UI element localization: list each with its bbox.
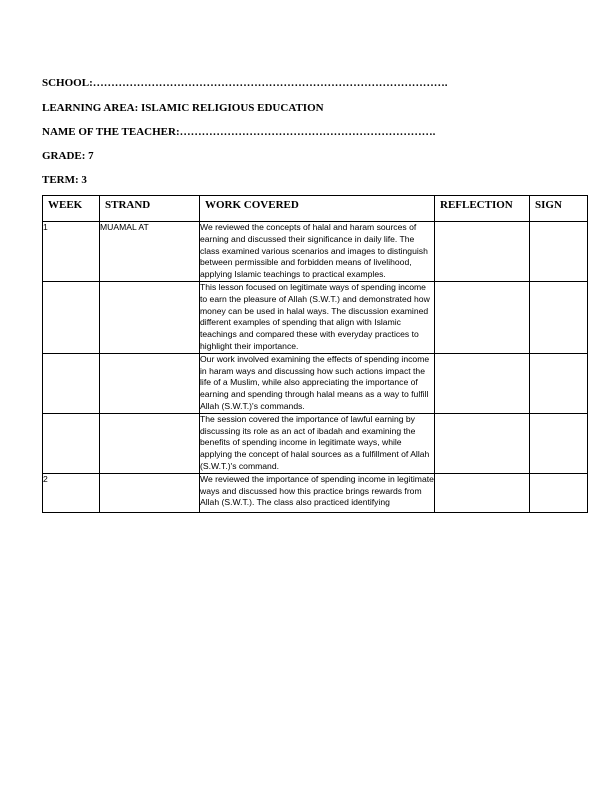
teacher-name-line: NAME OF THE TEACHER:…………………………………………………………….: [42, 126, 436, 138]
column-header-strand: STRAND: [100, 196, 200, 222]
sign-cell[interactable]: [530, 473, 588, 512]
column-header-work-covered: WORK COVERED: [200, 196, 435, 222]
sign-cell[interactable]: [530, 353, 588, 413]
week-cell: [43, 413, 100, 473]
week-cell: 2: [43, 473, 100, 512]
grade-line: GRADE: 7: [42, 150, 94, 162]
sign-cell[interactable]: [530, 222, 588, 282]
week-cell: [43, 281, 100, 353]
reflection-cell[interactable]: [435, 353, 530, 413]
work-covered-cell: We reviewed the concepts of halal and haram sources of earning and discussed their significance in daily life. The class examined various scenarios and images to distinguish between permissible and forbidden means of livelihood, applying Islamic teachings to practical examples.: [200, 222, 435, 282]
column-header-reflection: REFLECTION: [435, 196, 530, 222]
term-line: TERM: 3: [42, 174, 87, 186]
strand-cell: [100, 473, 200, 512]
school-line: SCHOOL:…………………………………………………………………………………….: [42, 77, 448, 89]
week-cell: 1: [43, 222, 100, 282]
table-row: [43, 222, 588, 282]
work-covered-cell: Our work involved examining the effects of spending income in haram ways and discussing how such actions impact the life of a Muslim, while also appreciating the importance of earning and spending through halal means as a way to fulfill Allah (S.W.T.)'s commands.: [200, 353, 435, 413]
column-header-sign: SIGN: [530, 196, 588, 222]
table-row: [43, 281, 588, 353]
week-cell: [43, 353, 100, 413]
sign-cell[interactable]: [530, 413, 588, 473]
learning-area-line: LEARNING AREA: ISLAMIC RELIGIOUS EDUCATION: [42, 102, 324, 114]
table-row: [43, 473, 588, 512]
reflection-cell[interactable]: [435, 413, 530, 473]
column-header-week: WEEK: [43, 196, 100, 222]
reflection-cell[interactable]: [435, 222, 530, 282]
work-covered-cell: We reviewed the importance of spending income in legitimate ways and discussed how this practice brings rewards from Allah (S.W.T.). The class also practiced identifying: [200, 473, 435, 512]
reflection-cell[interactable]: [435, 281, 530, 353]
sign-cell[interactable]: [530, 281, 588, 353]
strand-cell: MUAMAL AT: [100, 222, 200, 282]
work-covered-cell: This lesson focused on legitimate ways of spending income to earn the pleasure of Allah (S.W.T.) and demonstrated how money can be used in halal ways. The discussion examined different examples of spending that align with Islamic teachings and compared these with everyday practices to highlight their importance.: [200, 281, 435, 353]
strand-cell: [100, 413, 200, 473]
strand-cell: [100, 353, 200, 413]
table-row: [43, 353, 588, 413]
table-row: [43, 413, 588, 473]
reflection-cell[interactable]: [435, 473, 530, 512]
work-covered-cell: The session covered the importance of lawful earning by discussing its role as an act of ibadah and examining the benefits of spending income in legitimate ways, while applying the concept of halal sources as a fulfillment of Allah (S.W.T.)'s command.: [200, 413, 435, 473]
strand-cell: [100, 281, 200, 353]
work-covered-table: [42, 195, 588, 513]
table-header-row: [43, 196, 588, 222]
